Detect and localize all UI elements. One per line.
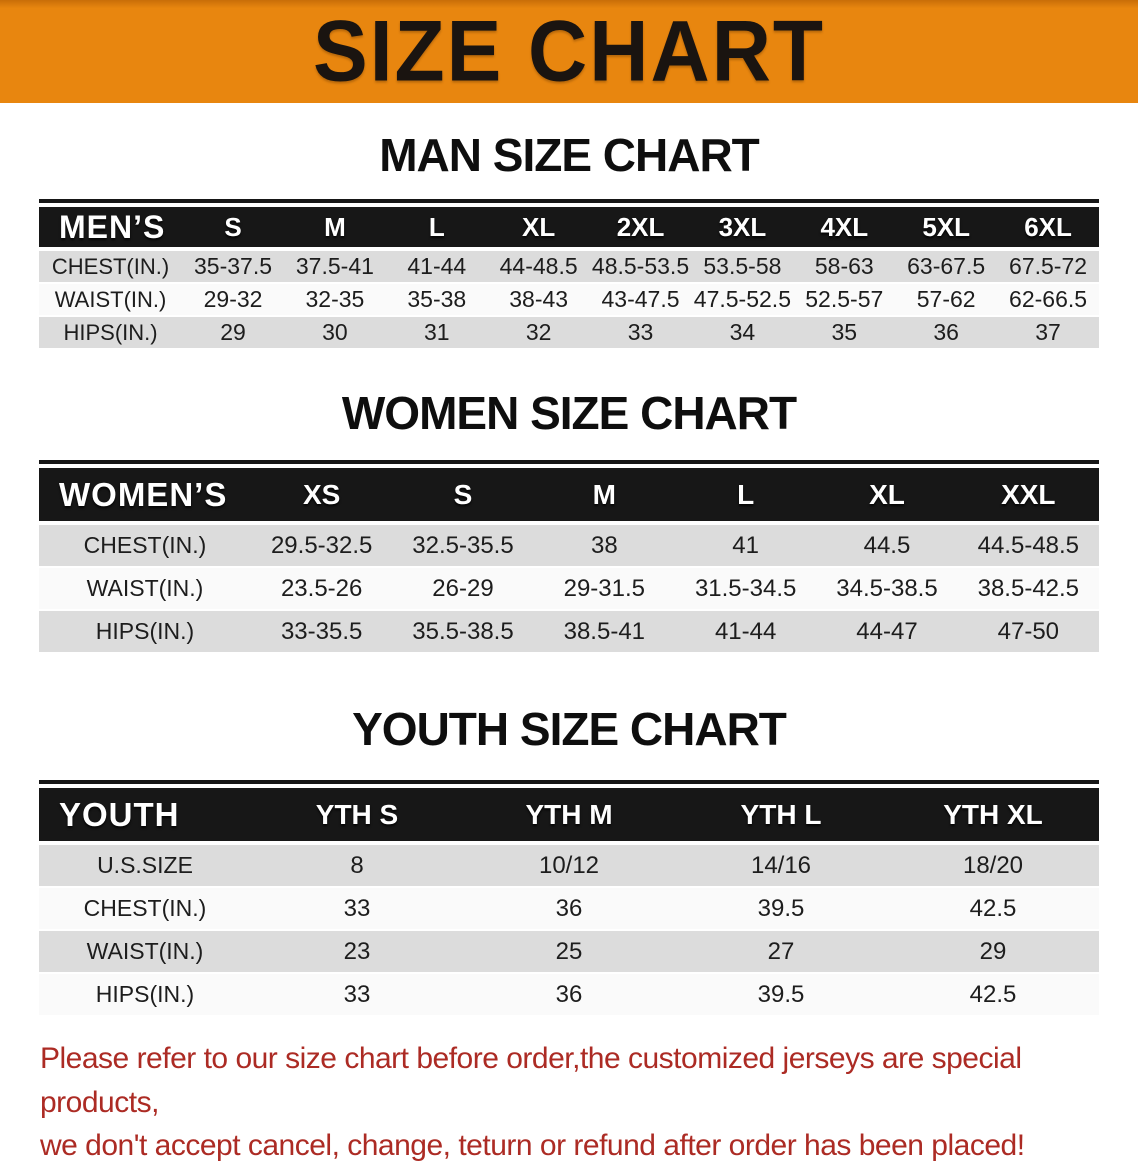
size-column-header: L [675, 468, 816, 525]
value-cell: 35.5-38.5 [392, 611, 533, 654]
table-row [39, 568, 1099, 611]
value-cell: 43-47.5 [590, 284, 692, 317]
value-cell: 39.5 [675, 888, 887, 931]
row-label-cell: WAIST(IN.) [39, 568, 251, 611]
size-column-header: M [534, 468, 675, 525]
value-cell: 57-62 [895, 284, 997, 317]
value-cell: 29-31.5 [534, 568, 675, 611]
row-label-cell: CHEST(IN.) [39, 888, 251, 931]
row-label-cell: HIPS(IN.) [39, 317, 182, 350]
value-cell: 23.5-26 [251, 568, 392, 611]
row-label-cell: HIPS(IN.) [39, 611, 251, 654]
value-cell: 52.5-57 [793, 284, 895, 317]
value-cell: 34.5-38.5 [816, 568, 957, 611]
value-cell: 29.5-32.5 [251, 525, 392, 568]
value-cell: 29-32 [182, 284, 284, 317]
youth-table-wrap [39, 780, 1099, 1017]
table-row [39, 284, 1099, 317]
value-cell: 29 [887, 931, 1099, 974]
disclaimer-line-1: Please refer to our size chart before order,the customized jerseys are special products, [40, 1042, 1022, 1119]
table-row [39, 974, 1099, 1017]
section-youth [0, 702, 1138, 1017]
size-column-header: YTH S [251, 788, 463, 845]
value-cell: 53.5-58 [691, 251, 793, 284]
women-table-wrap [39, 460, 1099, 654]
youth-section-heading: YOUTH SIZE CHART [352, 703, 786, 755]
row-label-cell: HIPS(IN.) [39, 974, 251, 1017]
value-cell: 44-48.5 [488, 251, 590, 284]
value-cell: 37 [997, 317, 1099, 350]
men-section-heading: MAN SIZE CHART [379, 129, 759, 181]
value-cell: 44.5 [816, 525, 957, 568]
banner-title: SIZE CHART [313, 3, 825, 99]
value-cell: 36 [895, 317, 997, 350]
size-column-header: XXL [958, 468, 1099, 525]
value-cell: 38-43 [488, 284, 590, 317]
size-column-header: 3XL [691, 207, 793, 251]
size-column-header: S [392, 468, 533, 525]
value-cell: 35 [793, 317, 895, 350]
value-cell: 10/12 [463, 845, 675, 888]
size-column-header: YTH L [675, 788, 887, 845]
value-cell: 67.5-72 [997, 251, 1099, 284]
value-cell: 31 [386, 317, 488, 350]
table-row [39, 317, 1099, 350]
value-cell: 48.5-53.5 [590, 251, 692, 284]
value-cell: 25 [463, 931, 675, 974]
table-row [39, 931, 1099, 974]
value-cell: 30 [284, 317, 386, 350]
size-column-header: XL [816, 468, 957, 525]
value-cell: 37.5-41 [284, 251, 386, 284]
row-label-cell: CHEST(IN.) [39, 251, 182, 284]
size-column-header: 2XL [590, 207, 692, 251]
women-section-heading: WOMEN SIZE CHART [341, 387, 797, 439]
value-cell: 42.5 [887, 888, 1099, 931]
size-column-header: XS [251, 468, 392, 525]
table-row [39, 251, 1099, 284]
value-cell: 36 [463, 888, 675, 931]
value-cell: 27 [675, 931, 887, 974]
value-cell: 38 [534, 525, 675, 568]
value-cell: 44-47 [816, 611, 957, 654]
row-label-cell: CHEST(IN.) [39, 525, 251, 568]
row-label-cell: WAIST(IN.) [39, 931, 251, 974]
value-cell: 14/16 [675, 845, 887, 888]
table-title-cell: MEN’S [39, 207, 182, 251]
size-column-header: 5XL [895, 207, 997, 251]
value-cell: 44.5-48.5 [958, 525, 1099, 568]
value-cell: 35-38 [386, 284, 488, 317]
size-column-header: XL [488, 207, 590, 251]
men-size-table [39, 207, 1099, 350]
disclaimer [40, 1037, 1098, 1168]
value-cell: 29 [182, 317, 284, 350]
youth-size-table [39, 788, 1099, 1017]
value-cell: 39.5 [675, 974, 887, 1017]
value-cell: 8 [251, 845, 463, 888]
table-row [39, 525, 1099, 568]
value-cell: 32.5-35.5 [392, 525, 533, 568]
value-cell: 38.5-41 [534, 611, 675, 654]
size-column-header: 4XL [793, 207, 895, 251]
size-column-header: M [284, 207, 386, 251]
value-cell: 47-50 [958, 611, 1099, 654]
value-cell: 18/20 [887, 845, 1099, 888]
value-cell: 41-44 [675, 611, 816, 654]
value-cell: 41-44 [386, 251, 488, 284]
table-row [39, 845, 1099, 888]
value-cell: 47.5-52.5 [691, 284, 793, 317]
table-title-cell: YOUTH [39, 788, 251, 845]
table-header-row [39, 468, 1099, 525]
table-row [39, 888, 1099, 931]
value-cell: 26-29 [392, 568, 533, 611]
section-women [0, 386, 1138, 654]
table-header-row [39, 788, 1099, 845]
value-cell: 33-35.5 [251, 611, 392, 654]
value-cell: 36 [463, 974, 675, 1017]
value-cell: 63-67.5 [895, 251, 997, 284]
value-cell: 32-35 [284, 284, 386, 317]
value-cell: 31.5-34.5 [675, 568, 816, 611]
size-column-header: S [182, 207, 284, 251]
row-label-cell: U.S.SIZE [39, 845, 251, 888]
size-column-header: YTH XL [887, 788, 1099, 845]
section-men [0, 128, 1138, 350]
size-column-header: 6XL [997, 207, 1099, 251]
table-row [39, 611, 1099, 654]
men-table-wrap [39, 199, 1099, 350]
value-cell: 23 [251, 931, 463, 974]
value-cell: 33 [251, 974, 463, 1017]
value-cell: 42.5 [887, 974, 1099, 1017]
value-cell: 34 [691, 317, 793, 350]
value-cell: 33 [590, 317, 692, 350]
value-cell: 33 [251, 888, 463, 931]
size-column-header: YTH M [463, 788, 675, 845]
banner [0, 0, 1138, 103]
women-size-table [39, 468, 1099, 654]
value-cell: 41 [675, 525, 816, 568]
value-cell: 58-63 [793, 251, 895, 284]
row-label-cell: WAIST(IN.) [39, 284, 182, 317]
value-cell: 62-66.5 [997, 284, 1099, 317]
table-title-cell: WOMEN’S [39, 468, 251, 525]
table-header-row [39, 207, 1099, 251]
value-cell: 32 [488, 317, 590, 350]
disclaimer-line-2: we don't accept cancel, change, teturn or refund after order has been placed! [40, 1129, 1025, 1162]
value-cell: 38.5-42.5 [958, 568, 1099, 611]
size-column-header: L [386, 207, 488, 251]
value-cell: 35-37.5 [182, 251, 284, 284]
